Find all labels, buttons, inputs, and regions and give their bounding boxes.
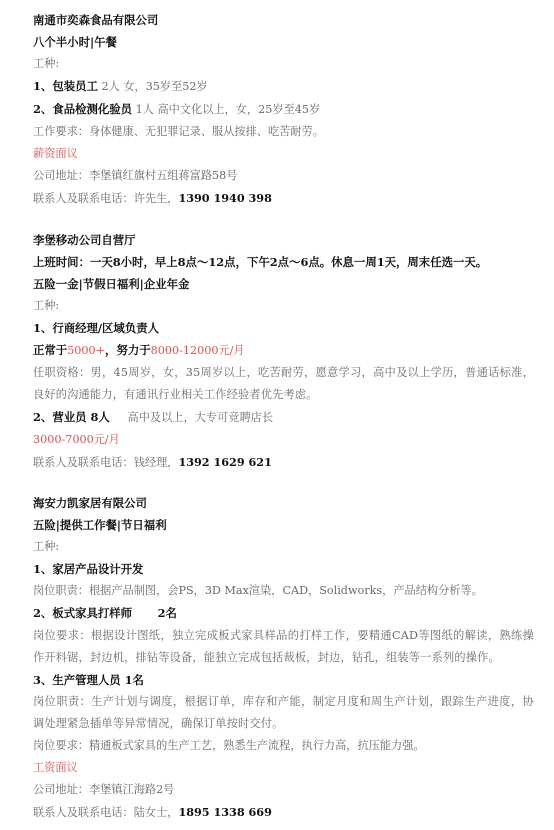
contact-info [33,187,534,210]
company-address: 公司地址：李堡镇江海路2号 [33,783,175,796]
job-requirements: 岗位要求：根据设计图纸，独立完成板式家具样品的打样工作，要精通CAD等图纸的解读，熟练操作开料锯，封边机，排钻等设备，能独立完成包括裁板，封边，钻孔，组装等一系列的操作。 [33,629,534,664]
job-requirements: 任职资格：男，45周岁，女，35周岁以上，吃苦耐劳，愿意学习，高中及以上学历，普通话标准，良好的沟通能力，有通讯行业相关工作经验者优先考虑。 [33,366,534,401]
job-title: 3、生产管理人员 1名 [33,673,144,687]
work-hours: 上班时间：一天8小时，早上8点～12点，下午2点～6点。休息一周1天，周末任选一天。 [33,255,488,269]
company-section-mobile [33,229,534,474]
job-title: 2、营业员 8人 [33,410,110,424]
job-salary [33,339,534,362]
company-name: 李堡移动公司自营厅 [33,233,136,247]
job-duty: 岗位职责：根据产品制图，会PS，3D Max渲染，CAD，Solidworks，产品结构分析等。 [33,584,483,597]
job-item [33,406,534,429]
contact-phone: 1390 1940 398 [178,191,272,205]
section-spacer [33,210,534,229]
job-title: 2、板式家具打样师 [33,606,133,620]
job-count: 2名 [157,606,177,620]
company-tags: 五险一金|节假日福利|企业年金 [33,277,190,291]
salary: 工资面议 [33,761,78,774]
salary-label: 正常于 [33,343,68,357]
company-tags: 八个半小时|午餐 [33,35,117,49]
job-title: 2、食品检测化验员 [33,102,133,116]
contact-label: 联系人及联系电话：陆女士， [33,806,179,819]
job-type-label: 工种: [33,299,60,312]
job-title: 1、包装员工 [33,79,98,93]
job-detail: 高中及以上，大专可竞聘店长 [109,411,274,424]
salary: 薪资面议 [33,147,78,160]
company-section-likai [33,492,534,824]
contact-info [33,801,534,824]
job-title: 1、行商经理/区域负责人 [33,321,159,335]
salary: 3000-7000元/月 [33,433,120,446]
company-tags: 五险|提供工作餐|节日福利 [33,518,167,532]
salary-value: 5000+ [67,344,106,357]
job-item [33,98,534,121]
job-item [33,602,534,625]
job-duty: 岗位职责：生产计划与调度，根据订单，库存和产能，制定月度和周生产计划，跟踪生产进度，协调处理紧急插单等异常情况，确保订单按时交付。 [33,695,534,730]
job-detail: 1人 高中文化以上，女，25岁至45岁 [135,103,321,116]
section-spacer [33,474,534,492]
salary-value: 8000-12000元/月 [150,344,245,357]
job-requirements: 岗位要求：精通板式家具的生产工艺，熟悉生产流程，执行力高，抗压能力强。 [33,739,425,752]
contact-label: 联系人及联系电话：许先生， [33,192,179,205]
job-detail: 2人 女，35岁至52岁 [101,80,208,93]
salary-label: ，努力于 [105,343,151,357]
job-requirements: 工作要求：身体健康、无犯罪记录、服从按排、吃苦耐劳。 [33,125,324,138]
job-title: 1、家居产品设计开发 [33,562,144,576]
company-name: 海安力凯家居有限公司 [33,496,147,510]
company-name: 南通市奕森食品有限公司 [33,13,159,27]
company-section-yisen [33,9,534,210]
job-type-label: 工种: [33,57,60,70]
job-type-label: 工种: [33,540,60,553]
company-address: 公司地址：李堡镇红旗村五组蒋富路58号 [33,169,238,182]
contact-label: 联系人及联系电话：钱经理， [33,456,179,469]
contact-phone: 1895 1338 669 [178,805,272,819]
job-item [33,75,534,98]
contact-info [33,451,534,474]
contact-phone: 1392 1629 621 [178,455,272,469]
